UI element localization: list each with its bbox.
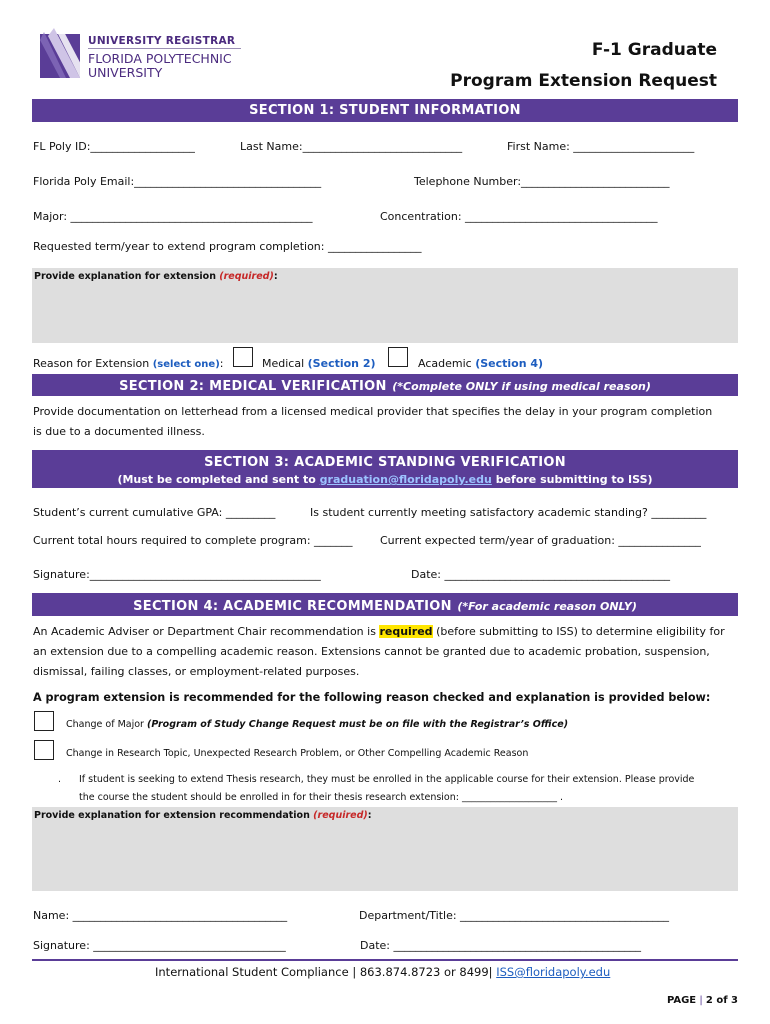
section2-note: (*Complete ONLY if using medical reason): [392, 380, 651, 393]
org-divider: [88, 48, 241, 49]
thesis-note-line2: the course the student should be enrolled in for their thesis research extension: ____________________ .: [79, 792, 564, 803]
org-name-registrar: UNIVERSITY REGISTRAR: [88, 35, 236, 47]
graduation-term-field[interactable]: Current expected term/year of graduation: _______________: [380, 534, 701, 547]
footer-contact: [155, 965, 610, 979]
recommendation-para-line3: dismissal, failing classes, or employment-related purposes.: [33, 665, 360, 678]
rec-explanation-label-text: Provide explanation for extension recommendation: [34, 810, 310, 821]
academic-option: [418, 357, 543, 370]
medical-instructions-line2: is due to a documented illness.: [33, 425, 205, 438]
academic-section-ref: (Section 4): [475, 357, 544, 370]
adviser-name-field[interactable]: Name: _______________________________________: [33, 909, 288, 922]
medical-option: [262, 357, 376, 370]
change-of-major-label: Change of Major: [66, 719, 144, 730]
explanation-label: Provide explanation for extension (required):: [34, 271, 278, 282]
medical-instructions-line1: Provide documentation on letterhead from a licensed medical provider that specifies the delay in your program completion: [33, 405, 713, 418]
section3-signature-field[interactable]: Signature:__________________________________________: [33, 568, 321, 581]
thesis-bullet: .: [58, 774, 62, 785]
required-tag: (required): [219, 271, 274, 282]
first-name-field[interactable]: First Name: ______________________: [507, 140, 695, 153]
change-of-major-note: (Program of Study Change Request must be on file with the Registrar’s Office): [146, 719, 569, 730]
medical-checkbox[interactable]: [233, 347, 253, 367]
section3-sub-post: before submitting to ISS): [495, 473, 653, 486]
telephone-field[interactable]: Telephone Number:___________________________: [414, 175, 670, 188]
page-count: 2 of 3: [705, 995, 738, 1006]
page-label: PAGE: [666, 995, 697, 1006]
reason-label: Reason for Extension (select one):: [33, 357, 224, 370]
org-name-line2: FLORIDA POLYTECHNIC: [88, 51, 232, 66]
department-title-field[interactable]: Department/Title: ______________________________________: [359, 909, 670, 922]
graduation-email-link[interactable]: graduation@floridapoly.edu: [319, 473, 492, 486]
recommend-statement: A program extension is recommended for the following reason checked and explanation is provided below:: [33, 691, 711, 704]
rec-colon: :: [367, 810, 372, 821]
para1-post: (before submitting to ISS) to determine eligibility for: [436, 625, 725, 638]
research-change-label: Change in Research Topic, Unexpected Research Problem, or Other Compelling Academic Reason: [66, 748, 529, 759]
change-of-major-checkbox[interactable]: [34, 711, 54, 731]
page-number: [667, 995, 738, 1006]
section3-header: [32, 450, 738, 472]
last-name-field[interactable]: Last Name:_____________________________: [240, 140, 463, 153]
section4-title: SECTION 4: ACADEMIC RECOMMENDATION: [133, 599, 452, 614]
footer-contact-text: International Student Compliance | 863.874.8723 or 8499|: [155, 965, 493, 979]
section1-title: SECTION 1: STUDENT INFORMATION: [249, 103, 521, 118]
select-one-note: (select one): [152, 359, 220, 370]
adviser-signature-field[interactable]: Signature: ___________________________________: [33, 939, 286, 952]
form-subtitle: Program Extension Request: [450, 71, 717, 91]
section2-title: SECTION 2: MEDICAL VERIFICATION: [119, 379, 387, 394]
section3-subheader: [32, 471, 738, 488]
academic-checkbox[interactable]: [388, 347, 408, 367]
academic-standing-field[interactable]: Is student currently meeting satisfactory academic standing? __________: [310, 506, 707, 519]
section3-date-field[interactable]: Date: _________________________________________: [411, 568, 670, 581]
hours-required-field[interactable]: Current total hours required to complete program: _______: [33, 534, 353, 547]
academic-label: Academic: [418, 357, 472, 370]
thesis-note-line1: If student is seeking to extend Thesis research, they must be enrolled in the applicable course for their extension. Please provide: [79, 774, 695, 785]
reason-label-text: Reason for Extension: [33, 357, 150, 370]
rec-required-tag: (required): [313, 810, 368, 821]
research-change-checkbox[interactable]: [34, 740, 54, 760]
iss-email-link[interactable]: ISS@floridapoly.edu: [496, 965, 611, 979]
adviser-date-field[interactable]: Date: _____________________________________________: [360, 939, 641, 952]
section3-title: SECTION 3: ACADEMIC STANDING VERIFICATION: [204, 455, 566, 470]
gpa-field[interactable]: Student’s current cumulative GPA: _________: [33, 506, 276, 519]
page-separator: |: [699, 995, 703, 1006]
para1-pre: An Academic Adviser or Department Chair recommendation is: [33, 625, 376, 638]
requested-term-field[interactable]: Requested term/year to extend program completion: _________________: [33, 240, 422, 253]
email-field[interactable]: Florida Poly Email:__________________________________: [33, 175, 322, 188]
medical-section-ref: (Section 2): [307, 357, 376, 370]
explanation-label-text: Provide explanation for extension: [34, 271, 216, 282]
extension-explanation-box[interactable]: [32, 268, 738, 343]
recommendation-explanation-box[interactable]: [32, 807, 738, 891]
section4-header: [32, 593, 738, 616]
change-of-major-option: [66, 719, 568, 730]
section1-header: [32, 99, 738, 122]
concentration-field[interactable]: Concentration: ___________________________________: [380, 210, 658, 223]
recommendation-para-line2: an extension due to a compelling academic reason. Extensions cannot be granted due to academic probation, suspension,: [33, 645, 710, 658]
recommendation-para-line1: [33, 625, 725, 638]
recommendation-explanation-label: [34, 810, 372, 821]
org-name-university: [88, 52, 232, 80]
required-highlight: required: [379, 625, 433, 638]
fl-poly-id-field[interactable]: FL Poly ID:___________________: [33, 140, 195, 153]
form-title: F-1 Graduate: [591, 40, 717, 60]
section2-header: [32, 374, 738, 396]
section3-sub-pre: (Must be completed and sent to: [117, 473, 316, 486]
university-logo: [40, 28, 84, 80]
footer-divider: [32, 959, 738, 961]
org-name-line3: UNIVERSITY: [88, 65, 163, 80]
medical-label: Medical: [262, 357, 305, 370]
section4-note: (*For academic reason ONLY): [457, 600, 637, 613]
major-field[interactable]: Major: ____________________________________________: [33, 210, 313, 223]
